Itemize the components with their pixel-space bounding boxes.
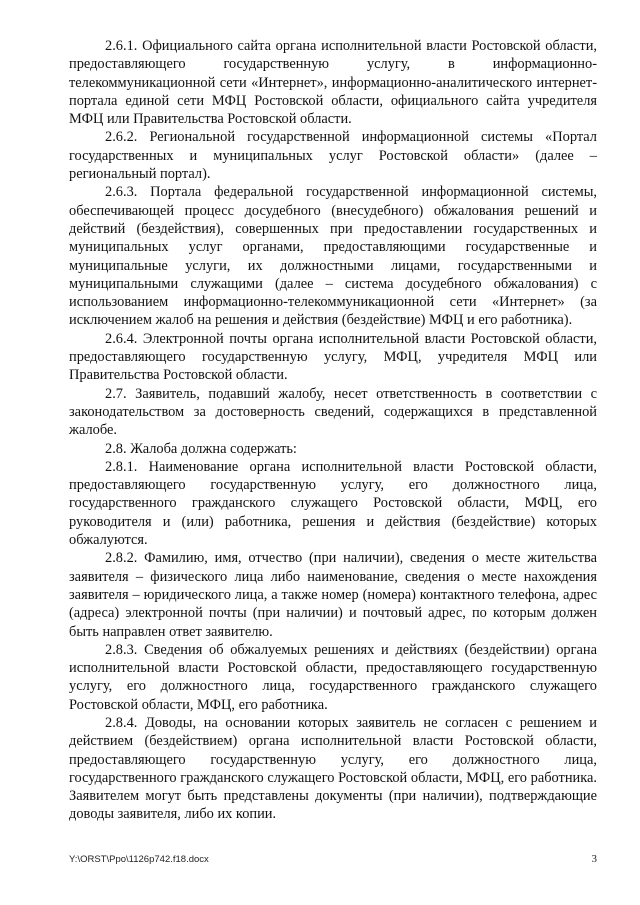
paragraph-2-6-4: 2.6.4. Электронной почты органа исполнительной власти Ростовской области, предоставляющего государственную услугу, МФЦ, учредителя МФЦ или Правительства Ростовской области. xyxy=(69,330,597,384)
paragraph-2-8-2: 2.8.2. Фамилию, имя, отчество (при наличии), сведения о месте жительства заявителя – физического лица либо наименование, сведения о месте нахождения заявителя – юридического лица, а также номер (номера) контактного телефона, адрес (адреса) электронной почты (при наличии) и почтовый адрес, по которым должен быть направлен ответ заявителю. xyxy=(69,550,597,640)
paragraph-2-8-3: 2.8.3. Сведения об обжалуемых решениях и действиях (бездействии) органа исполнительной власти Ростовской области, предоставляющего государственную услугу, его должностного лица, государственного гражданского служащего Ростовской области, МФЦ, его работника. xyxy=(69,641,597,713)
paragraph-2-6-3: 2.6.3. Портала федеральной государственной информационной системы, обеспечивающей процесс досудебного (внесудебного) обжалования решений и действий (бездействия), совершенных при предоставлении государственных и муниципальных услуг органами, предоставляющими государственные и муниципальные услуги, их должностными лицами, государственными и муниципальными служащими (далее – система досудебного обжалования) с использованием информационно-телекоммуникационной сети «Интернет» (за исключением жалоб на решения и действия (бездействие) МФЦ и его работника). xyxy=(69,184,597,329)
paragraph-2-6-1: 2.6.1. Официального сайта органа исполнительной власти Ростовской области, предоставляющего государственную услугу, в информационно-телекоммуникационной сети «Интернет», информационно-аналитического интернет-портала единой сети МФЦ Ростовской области, официального сайта учредителя МФЦ или Правительства Ростовской области. xyxy=(69,38,597,128)
document-body xyxy=(69,37,597,824)
paragraph-2-6-2: 2.6.2. Региональной государственной информационной системы «Портал государственных и муниципальных услуг Ростовской области» (далее – региональный портал). xyxy=(69,129,597,183)
paragraph-2-7: 2.7. Заявитель, подавший жалобу, несет ответственность в соответствии с законодательством за достоверность сведений, содержащихся в представленной жалобе. xyxy=(69,385,597,439)
page-number: 3 xyxy=(591,853,597,865)
paragraph-2-8-1: 2.8.1. Наименование органа исполнительной власти Ростовской области, предоставляющего государственную услугу, его должностного лица, государственного гражданского служащего Ростовской области, МФЦ, его руководителя и (или) работника, решения и действия (бездействие) которых обжалуются. xyxy=(69,458,597,549)
paragraph-2-8-4: 2.8.4. Доводы, на основании которых заявитель не согласен с решением и действием (бездействием) органа исполнительной власти Ростовской области, предоставляющего государственную услугу, его должностного лица, государственного гражданского служащего Ростовской области, МФЦ, его работника. Заявителем могут быть представлены документы (при наличии), подтверждающие доводы заявителя, либо их копии. xyxy=(69,714,597,823)
footer-file-path: Y:\ORST\Ppo\1126p742.f18.docx xyxy=(69,854,209,865)
paragraph-2-8: 2.8. Жалоба должна содержать: xyxy=(105,440,297,457)
